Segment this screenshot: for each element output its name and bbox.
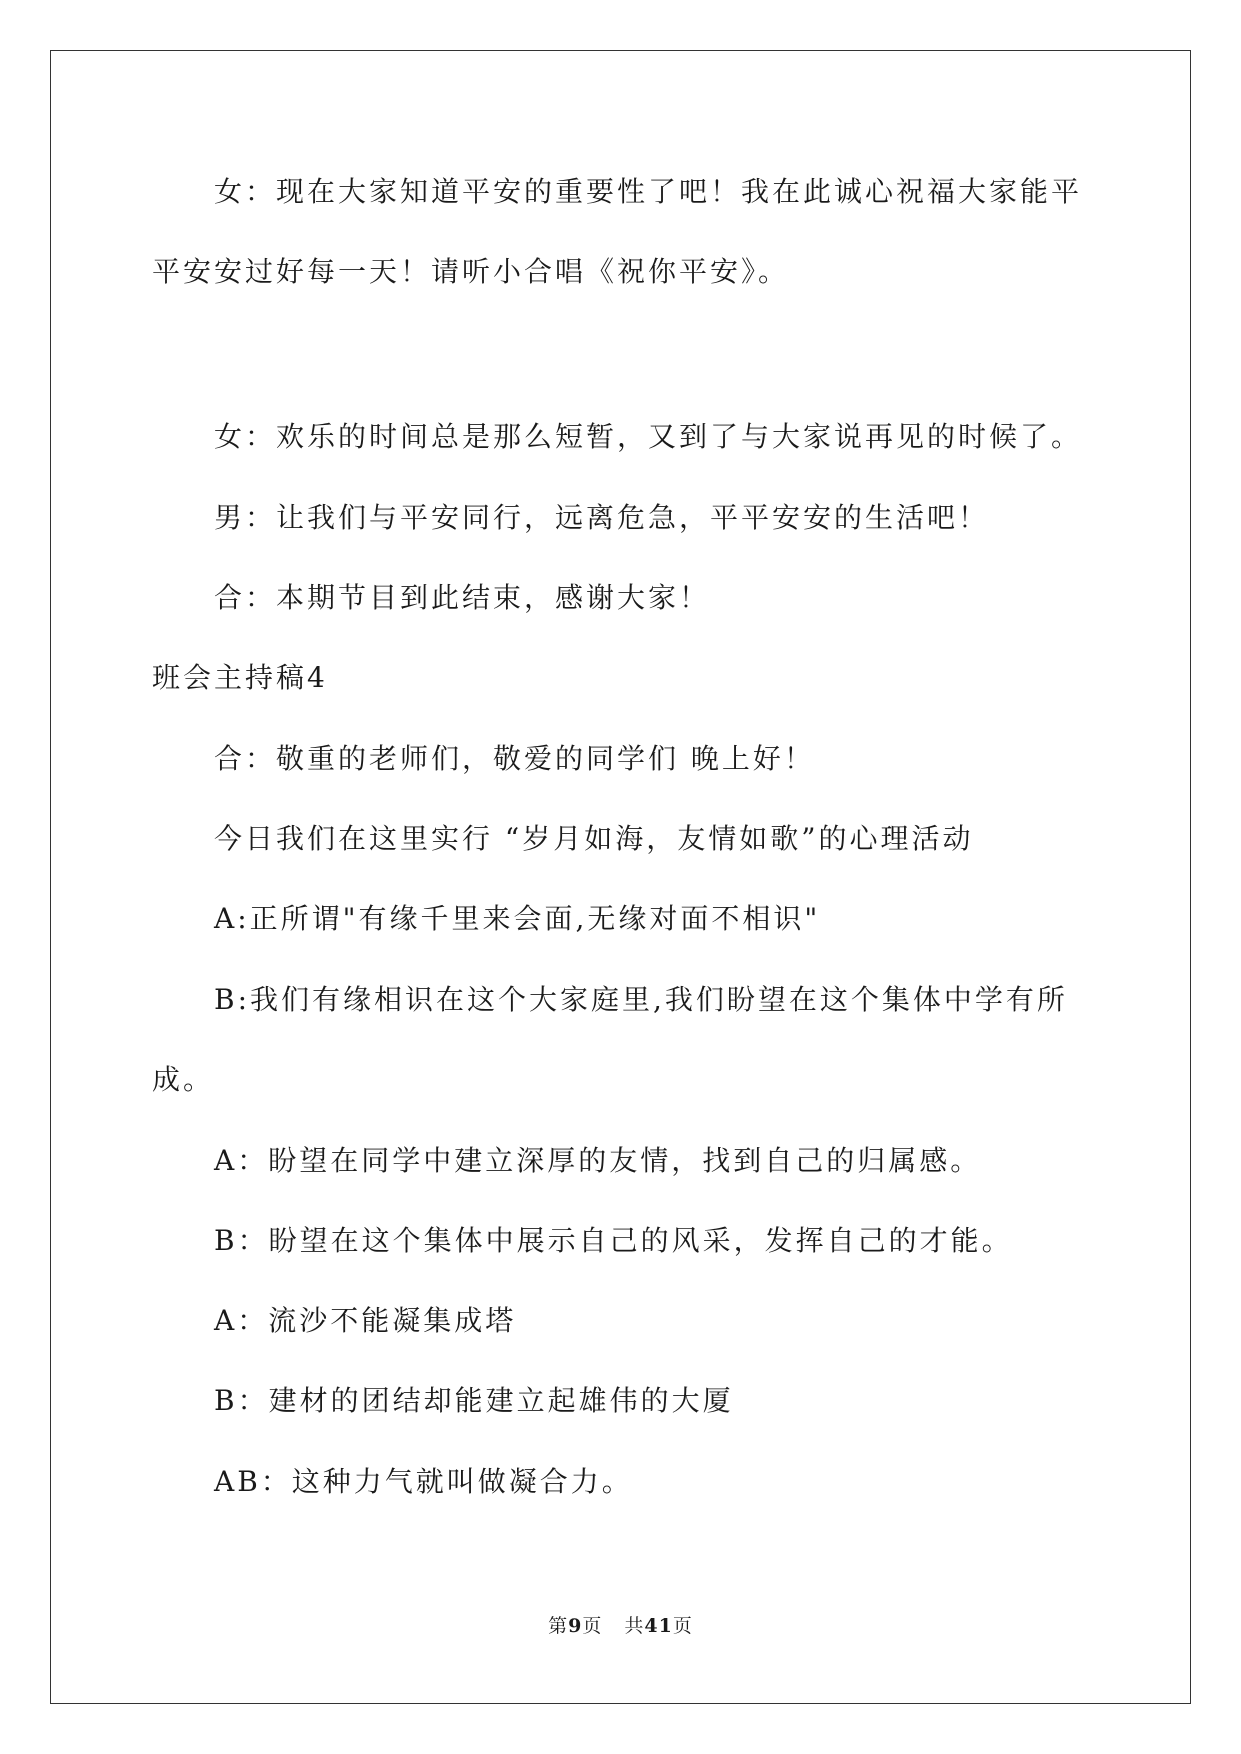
- paragraph-line: A:正所谓"有缘千里来会面,无缘对面不相识": [214, 902, 821, 935]
- paragraph-line: 合：本期节目到此结束，感谢大家！: [214, 581, 711, 614]
- footer-total-pages: 41: [644, 1615, 673, 1637]
- paragraph-line: A：盼望在同学中建立深厚的友情，找到自己的归属感。: [214, 1144, 982, 1177]
- page-footer: [0, 1614, 1241, 1638]
- footer-page-number: 9: [568, 1615, 583, 1637]
- paragraph-line: 女：欢乐的时间总是那么短暂，又到了与大家说再见的时候了。: [214, 420, 1083, 453]
- paragraph-line: B：盼望在这个集体中展示自己的风采，发挥自己的才能。: [214, 1224, 1013, 1257]
- paragraph-line: 成。: [152, 1063, 215, 1096]
- paragraph-line: 男：让我们与平安同行，远离危急，平平安安的生活吧！: [214, 501, 990, 534]
- paragraph-line: 平安安过好每一天！请听小合唱《祝你平安》。: [152, 255, 790, 288]
- section-heading: 班会主持稿4: [152, 661, 328, 694]
- paragraph-line: 今日我们在这里实行 “岁月如海，友情如歌”的心理活动: [214, 822, 974, 855]
- footer-total-suffix: 页: [672, 1615, 693, 1637]
- paragraph-line: B：建材的团结却能建立起雄伟的大厦: [214, 1384, 734, 1417]
- page-border: [50, 50, 1191, 1704]
- paragraph-line: AB：这种力气就叫做凝合力。: [214, 1465, 633, 1498]
- paragraph-line: 合：敬重的老师们，敬爱的同学们 晚上好！: [214, 742, 815, 775]
- paragraph-line: 女：现在大家知道平安的重要性了吧！我在此诚心祝福大家能平: [214, 175, 1083, 208]
- paragraph-line: B:我们有缘相识在这个大家庭里,我们盼望在这个集体中学有所: [214, 983, 1068, 1016]
- footer-page-suffix: 页: [582, 1615, 603, 1637]
- paragraph-line: A：流沙不能凝集成塔: [214, 1304, 517, 1337]
- footer-total-prefix: 共: [624, 1615, 645, 1637]
- footer-prefix: 第: [548, 1615, 569, 1637]
